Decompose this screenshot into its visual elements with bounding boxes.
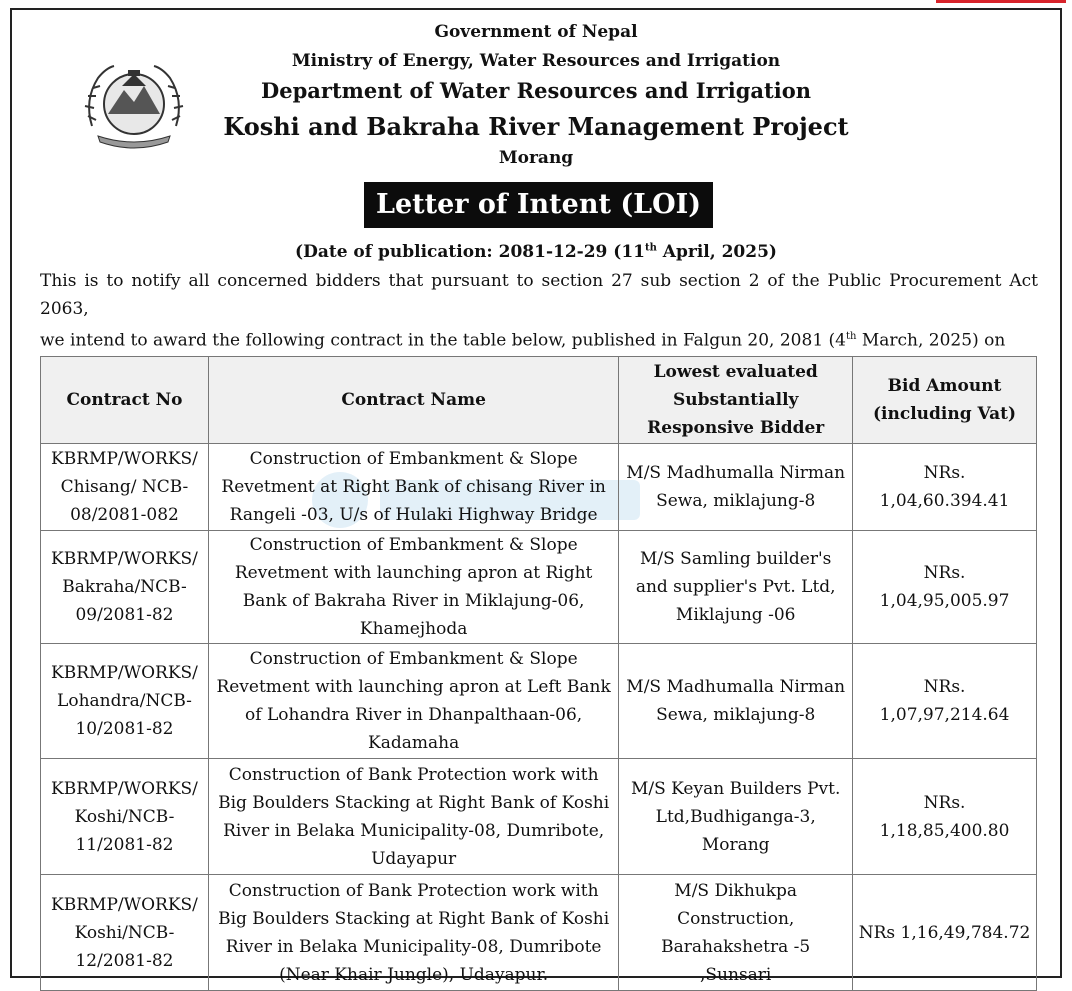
amount-cell: NRs. 1,04,60.394.41 [853,444,1037,531]
amount-cell: NRs. 1,18,85,400.80 [853,759,1037,875]
intro-line-1: This is to notify all concerned bidders that pursuant to section 27 sub section 2 of the Public Procurement Act 2063, [40,271,1038,319]
publication-date: (Date of publication: 2081-12-29 (11th April, 2025) [295,242,777,262]
district-title: Morang [498,148,574,168]
contract-no-cell: KBRMP/WORKS/ Lohandra/NCB-10/2081-82 [41,644,209,759]
accent-bar [936,0,1066,3]
table-row [41,644,1037,759]
header-contract-no: Contract No [41,357,209,444]
contract-no-cell: KBRMP/WORKS/ Bakraha/NCB-09/2081-82 [41,531,209,644]
header-contract-name: Contract Name [208,357,618,444]
contract-name-cell: Construction of Embankment & Slope Revetment with launching apron at Left Bank of Lohandra River in Dhanpalthaan-06, Kadamaha [208,644,618,759]
table-row [41,531,1037,644]
bidder-cell: M/S Samling builder's and supplier's Pvt. Ltd, Miklajung -06 [619,531,853,644]
table-row [41,444,1037,531]
table-row [41,759,1037,875]
header-bid-amount: Bid Amount (including Vat) [853,357,1037,444]
header-bidder: Lowest evaluated Substantially Responsive Bidder [619,357,853,444]
contract-name-cell: Construction of Embankment & Slope Revetment with launching apron at Right Bank of Bakraha River in Miklajung-06, Khamejhoda [208,531,618,644]
contract-name-cell: Construction of Embankment & Slope Revetment at Right Bank of chisang River in Rangeli -03, U/s of Hulaki Highway Bridge [208,444,618,531]
project-title: Koshi and Bakraha River Management Project [223,112,849,141]
contract-table [40,356,1037,991]
bidder-cell: M/S Dikhukpa Construction, Barahakshetra -5 ,Sunsari [619,875,853,991]
government-title: Government of Nepal [434,22,638,42]
contract-no-cell: KBRMP/WORKS/ Chisang/ NCB-08/2081-082 [41,444,209,531]
bidder-cell: M/S Keyan Builders Pvt. Ltd,Budhiganga-3, Morang [619,759,853,875]
bidder-cell: M/S Madhumalla Nirman Sewa, miklajung-8 [619,644,853,759]
contract-no-cell: KBRMP/WORKS/ Koshi/NCB-12/2081-82 [41,875,209,991]
notice-title: Letter of Intent (LOI) [364,182,713,228]
amount-cell: NRs 1,16,49,784.72 [853,875,1037,991]
table-header-row [41,357,1037,444]
intro-line-2: we intend to award the following contract in the table below, published in Falgun 20, 2081 (4th March, 2025) on [40,330,1006,351]
bidder-cell: M/S Madhumalla Nirman Sewa, miklajung-8 [619,444,853,531]
department-title: Department of Water Resources and Irrigation [261,78,811,103]
contract-name-cell: Construction of Bank Protection work with Big Boulders Stacking at Right Bank of Koshi River in Belaka Municipality-08, Dumribote (Near Khair Jungle), Udayapur. [208,875,618,991]
amount-cell: NRs. 1,04,95,005.97 [853,531,1037,644]
table-row [41,875,1037,991]
ministry-title: Ministry of Energy, Water Resources and Irrigation [291,51,781,71]
contract-name-cell: Construction of Bank Protection work with Big Boulders Stacking at Right Bank of Koshi River in Belaka Municipality-08, Dumribote, Udayapur [208,759,618,875]
contract-no-cell: KBRMP/WORKS/ Koshi/NCB-11/2081-82 [41,759,209,875]
amount-cell: NRs. 1,07,97,214.64 [853,644,1037,759]
